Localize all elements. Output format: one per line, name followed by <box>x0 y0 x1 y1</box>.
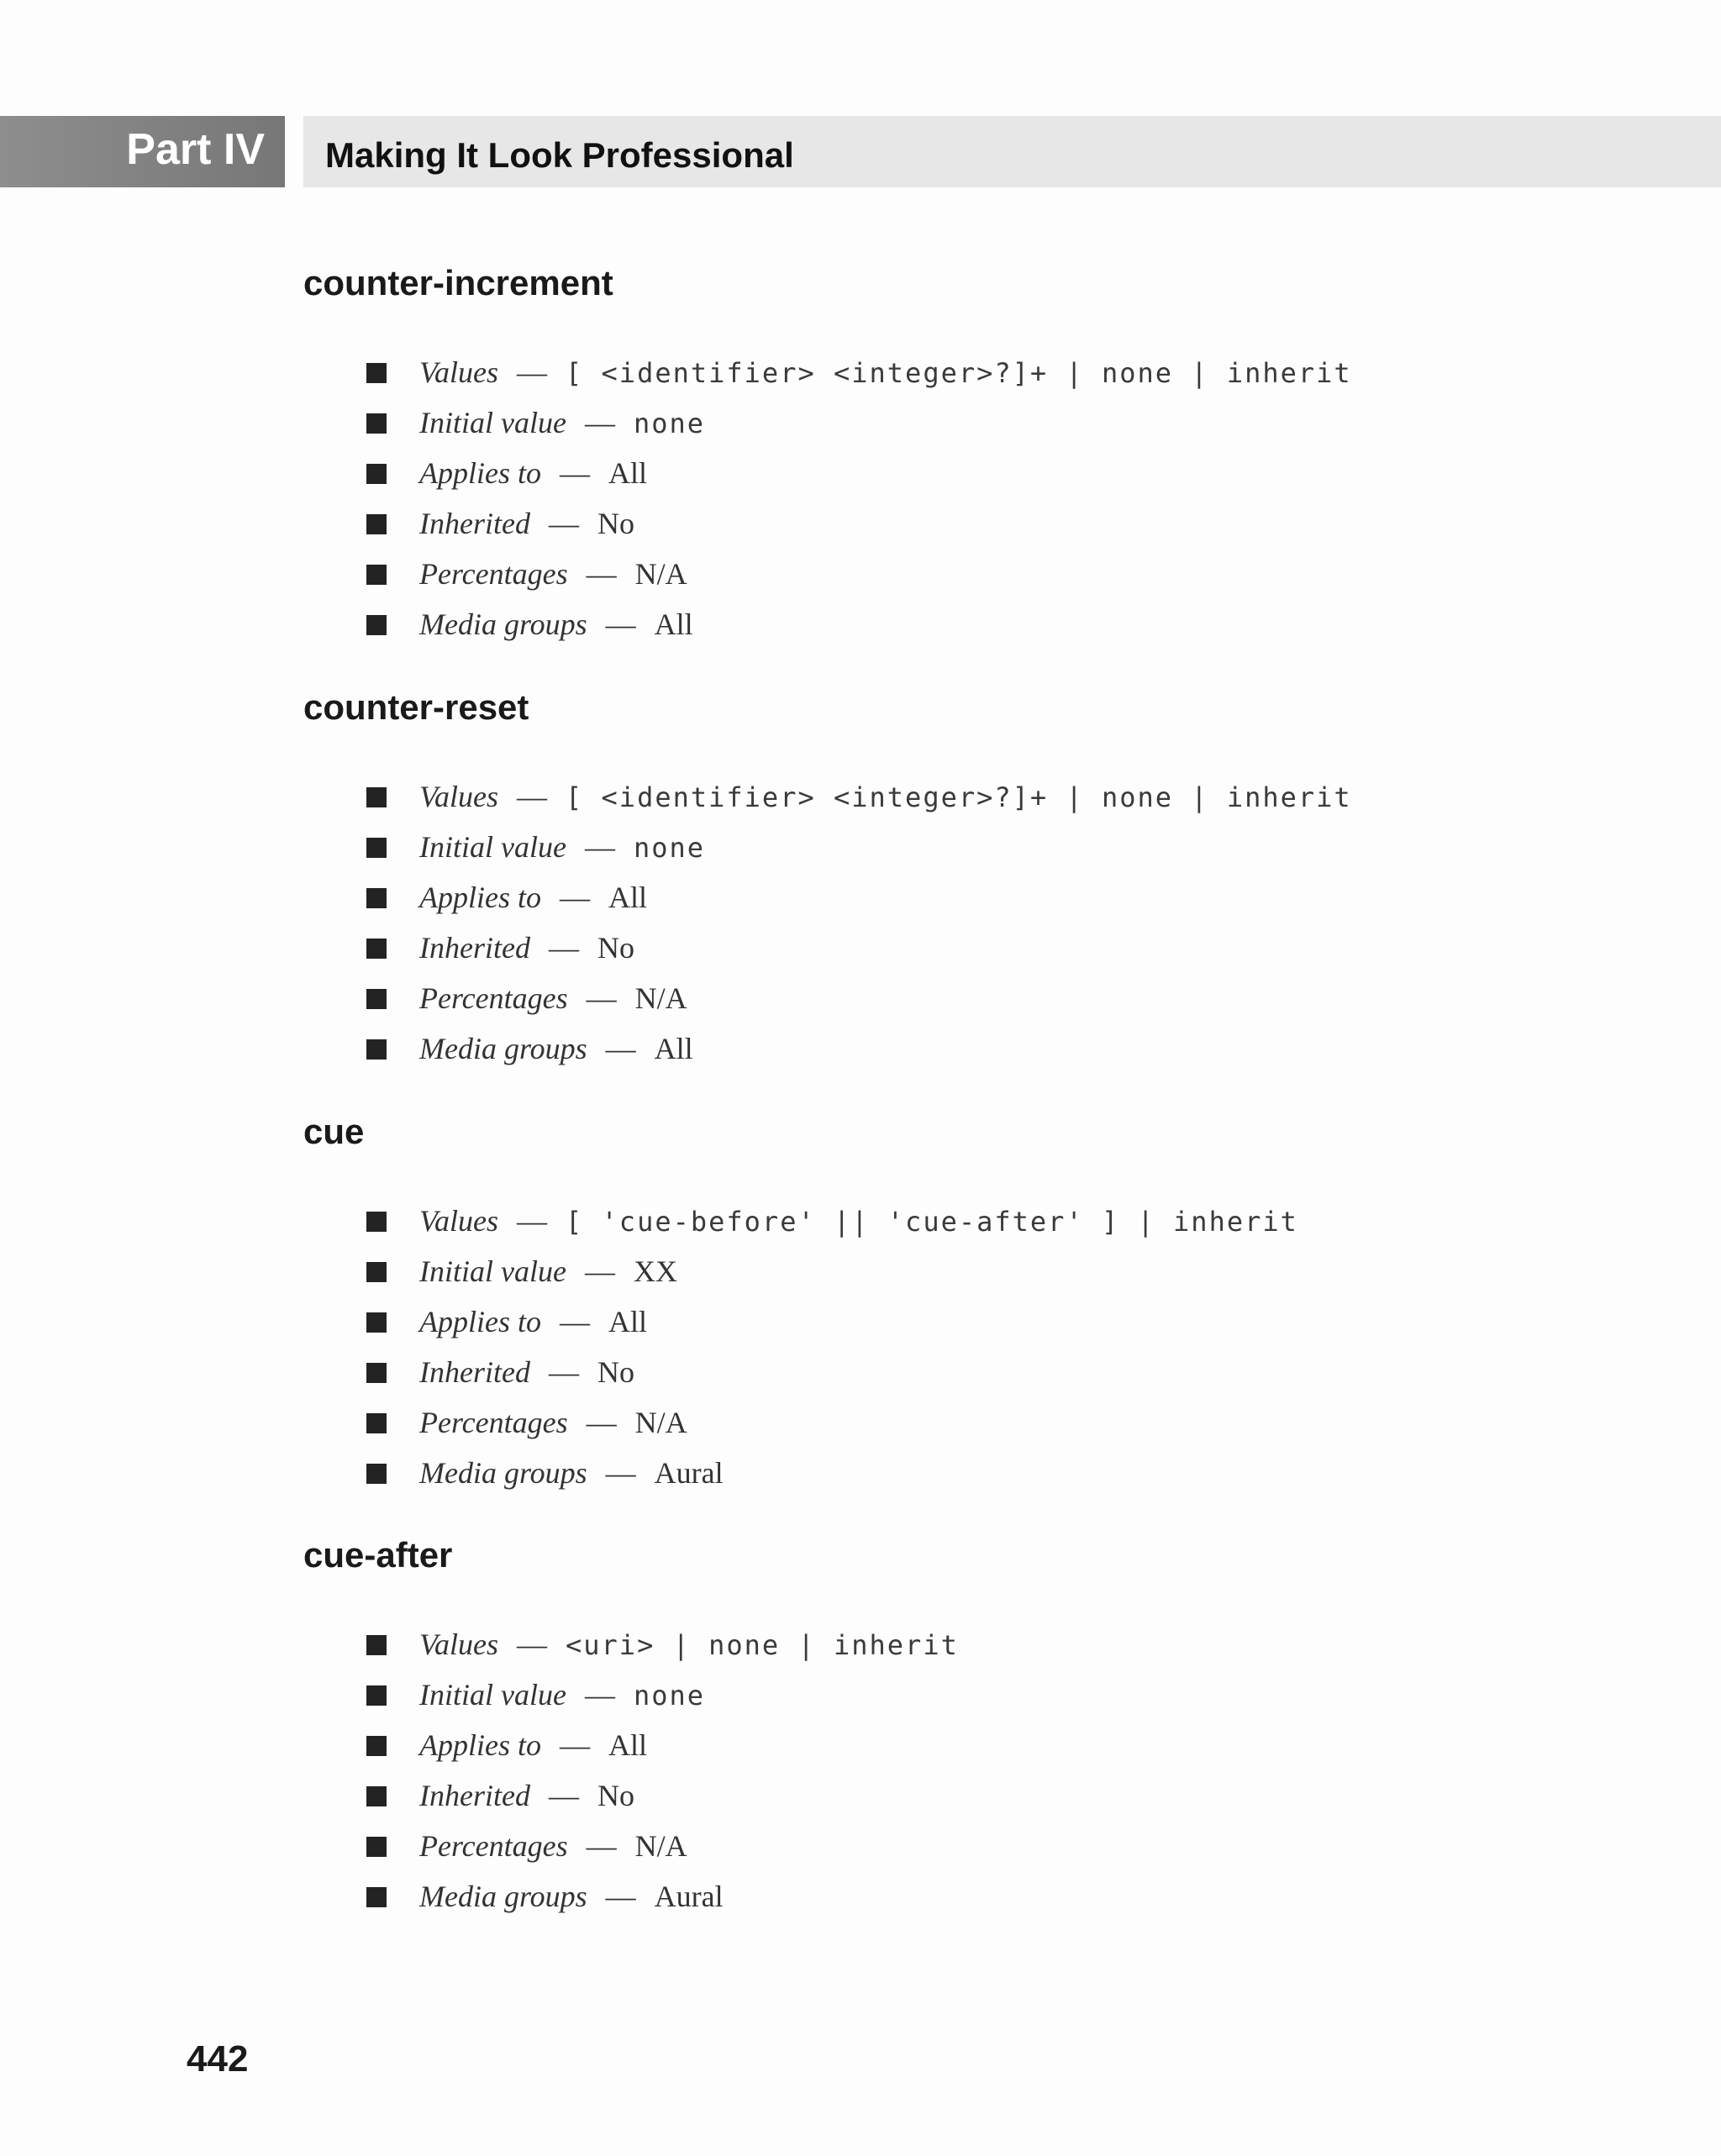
square-bullet-icon <box>366 1837 387 1857</box>
em-dash-separator: — <box>586 1829 617 1863</box>
property-value: No <box>597 1779 634 1812</box>
property-label: Inherited <box>419 1779 530 1812</box>
property-value: N/A <box>634 557 687 591</box>
property-value: N/A <box>634 1406 687 1439</box>
section-title: counter-increment <box>303 263 613 302</box>
em-dash-separator: — <box>584 406 615 439</box>
property-item <box>303 876 1564 926</box>
em-dash-separator: — <box>517 1204 547 1238</box>
property-value: Aural <box>654 1880 724 1913</box>
property-item <box>303 976 1564 1027</box>
property-label: Media groups <box>419 1456 587 1490</box>
property-value: All <box>654 607 693 641</box>
property-section <box>303 262 1564 653</box>
property-item <box>303 1673 1564 1723</box>
property-item <box>303 926 1564 976</box>
property-value: <uri> | none | inherit <box>566 1629 959 1661</box>
property-item <box>303 1401 1564 1451</box>
property-item <box>303 825 1564 876</box>
property-label: Applies to <box>419 1728 541 1762</box>
em-dash-separator: — <box>605 607 636 641</box>
square-bullet-icon <box>366 838 387 858</box>
property-value: No <box>597 1355 634 1389</box>
em-dash-separator: — <box>548 1779 579 1812</box>
property-label: Media groups <box>419 607 587 641</box>
em-dash-separator: — <box>517 355 547 389</box>
em-dash-separator: — <box>584 1678 615 1712</box>
property-value: Aural <box>654 1456 724 1490</box>
property-section <box>303 1111 1564 1501</box>
property-value: none <box>633 832 706 864</box>
square-bullet-icon <box>366 1363 387 1383</box>
property-value: All <box>654 1032 693 1065</box>
square-bullet-icon <box>366 1039 387 1060</box>
section-title: cue-after <box>303 1535 453 1575</box>
property-label: Initial value <box>419 1254 566 1288</box>
em-dash-separator: — <box>586 1406 617 1439</box>
em-dash-separator: — <box>584 830 615 864</box>
property-label: Percentages <box>419 557 568 591</box>
square-bullet-icon <box>366 615 387 635</box>
square-bullet-icon <box>366 363 387 383</box>
property-value: XX <box>633 1254 677 1288</box>
em-dash-separator: — <box>605 1880 636 1913</box>
square-bullet-icon <box>366 888 387 908</box>
square-bullet-icon <box>366 464 387 484</box>
property-label: Applies to <box>419 881 541 914</box>
square-bullet-icon <box>366 1312 387 1333</box>
property-value: N/A <box>634 981 687 1015</box>
property-value: N/A <box>634 1829 687 1863</box>
square-bullet-icon <box>366 1413 387 1433</box>
property-item <box>303 1027 1564 1077</box>
property-value: [ 'cue-before' || 'cue-after' ] | inherit <box>566 1206 1298 1238</box>
property-item <box>303 1300 1564 1350</box>
square-bullet-icon <box>366 1262 387 1282</box>
property-label: Percentages <box>419 1406 568 1439</box>
property-section <box>303 1534 1564 1925</box>
property-label: Percentages <box>419 1829 568 1863</box>
property-label: Applies to <box>419 456 541 490</box>
em-dash-separator: — <box>586 981 617 1015</box>
property-label: Inherited <box>419 931 530 965</box>
property-value: All <box>608 1728 647 1762</box>
em-dash-separator: — <box>559 456 590 490</box>
square-bullet-icon <box>366 1786 387 1806</box>
property-item <box>303 1774 1564 1824</box>
property-item <box>303 1451 1564 1501</box>
property-item <box>303 451 1564 502</box>
square-bullet-icon <box>366 514 387 534</box>
em-dash-separator: — <box>559 881 590 914</box>
property-list <box>303 1199 1564 1501</box>
property-item <box>303 1723 1564 1774</box>
property-label: Values <box>419 355 498 389</box>
property-label: Inherited <box>419 1355 530 1389</box>
property-label: Values <box>419 780 498 813</box>
property-section <box>303 686 1564 1077</box>
property-value: No <box>597 931 634 965</box>
property-item <box>303 602 1564 653</box>
square-bullet-icon <box>366 1635 387 1655</box>
em-dash-separator: — <box>559 1728 590 1762</box>
square-bullet-icon <box>366 1736 387 1756</box>
property-label: Media groups <box>419 1032 587 1065</box>
em-dash-separator: — <box>559 1305 590 1338</box>
square-bullet-icon <box>366 1685 387 1706</box>
square-bullet-icon <box>366 1212 387 1232</box>
square-bullet-icon <box>366 989 387 1009</box>
property-value: [ <identifier> <integer>?]+ | none | inherit <box>566 781 1352 813</box>
part-label: Part IV <box>126 125 265 174</box>
property-list <box>303 1622 1564 1925</box>
part-label-box <box>0 116 285 187</box>
property-label: Inherited <box>419 507 530 540</box>
square-bullet-icon <box>366 1887 387 1907</box>
page-number: 442 <box>187 2038 249 2080</box>
em-dash-separator: — <box>517 780 547 813</box>
property-item <box>303 502 1564 552</box>
property-label: Media groups <box>419 1880 587 1913</box>
property-label: Values <box>419 1628 498 1661</box>
property-item <box>303 1199 1564 1249</box>
em-dash-separator: — <box>584 1254 615 1288</box>
em-dash-separator: — <box>605 1456 636 1490</box>
property-item <box>303 401 1564 451</box>
property-value: none <box>633 1680 706 1712</box>
square-bullet-icon <box>366 787 387 807</box>
square-bullet-icon <box>366 939 387 959</box>
em-dash-separator: — <box>548 1355 579 1389</box>
property-value: All <box>608 1305 647 1338</box>
property-label: Percentages <box>419 981 568 1015</box>
section-title: counter-reset <box>303 687 529 727</box>
property-label: Applies to <box>419 1305 541 1338</box>
property-value: none <box>633 408 706 439</box>
property-item <box>303 350 1564 401</box>
property-item <box>303 552 1564 602</box>
em-dash-separator: — <box>605 1032 636 1065</box>
square-bullet-icon <box>366 565 387 585</box>
property-label: Values <box>419 1204 498 1238</box>
square-bullet-icon <box>366 413 387 434</box>
property-list <box>303 350 1564 653</box>
property-value: No <box>597 507 634 540</box>
square-bullet-icon <box>366 1464 387 1484</box>
em-dash-separator: — <box>548 931 579 965</box>
property-item <box>303 1622 1564 1673</box>
property-list <box>303 775 1564 1077</box>
em-dash-separator: — <box>586 557 617 591</box>
property-label: Initial value <box>419 1678 566 1712</box>
em-dash-separator: — <box>548 507 579 540</box>
property-value: [ <identifier> <integer>?]+ | none | inherit <box>566 357 1352 389</box>
property-item <box>303 1350 1564 1401</box>
chapter-header-bar <box>303 116 1721 187</box>
property-value: All <box>608 456 647 490</box>
property-value: All <box>608 881 647 914</box>
property-item <box>303 1875 1564 1925</box>
property-label: Initial value <box>419 830 566 864</box>
property-item <box>303 1824 1564 1875</box>
em-dash-separator: — <box>517 1628 547 1661</box>
property-item <box>303 1249 1564 1300</box>
section-title: cue <box>303 1112 365 1151</box>
property-label: Initial value <box>419 406 566 439</box>
property-item <box>303 775 1564 825</box>
chapter-title: Making It Look Professional <box>325 135 794 175</box>
